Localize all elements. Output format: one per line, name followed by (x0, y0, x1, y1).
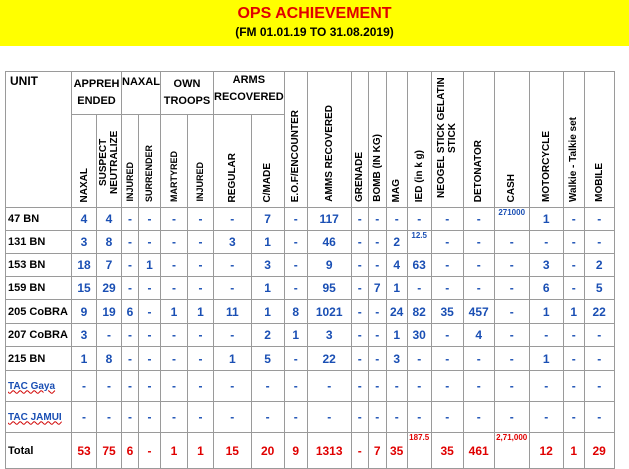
table-cell: 1 (386, 277, 407, 300)
table-cell: - (97, 324, 122, 347)
total-cell: 2,71,000 (494, 433, 529, 469)
table-cell: 15 (72, 277, 97, 300)
table-cell: - (122, 208, 139, 231)
total-cell: - (139, 433, 161, 469)
table-cell: - (351, 277, 368, 300)
table-cell: - (97, 402, 122, 433)
col-header-cmade: C/MADE (251, 114, 284, 208)
table-cell: - (161, 231, 188, 254)
table-cell: 35 (431, 300, 463, 324)
table-cell: 24 (386, 300, 407, 324)
table-cell: 4 (97, 208, 122, 231)
table-cell: - (72, 371, 97, 402)
table-cell: 1021 (307, 300, 351, 324)
table-cell: 271000 (494, 208, 529, 231)
table-row (6, 254, 615, 277)
table-cell: - (494, 347, 529, 371)
table-cell: - (463, 231, 494, 254)
table-cell: 6 (122, 300, 139, 324)
table-cell: - (139, 402, 161, 433)
table-cell: 3 (386, 347, 407, 371)
table-cell: - (386, 402, 407, 433)
page-subtitle: (FM 01.01.19 TO 31.08.2019) (235, 25, 394, 39)
table-cell: 5 (251, 347, 284, 371)
table-cell: 18 (72, 254, 97, 277)
table-cell: - (368, 208, 386, 231)
table-cell: 7 (251, 208, 284, 231)
group-header-naxal: NAXAL (122, 72, 161, 115)
total-cell: 461 (463, 433, 494, 469)
table-cell: 2 (584, 254, 614, 277)
table-cell: - (494, 277, 529, 300)
table-cell: - (188, 254, 214, 277)
unit-name: 215 BN (6, 347, 72, 371)
col-header-bomb: BOMB (IN KG) (368, 72, 386, 208)
table-cell: 1 (161, 300, 188, 324)
table-cell: - (351, 347, 368, 371)
total-cell: 1 (161, 433, 188, 469)
table-cell: 117 (307, 208, 351, 231)
table-cell: - (188, 277, 214, 300)
table-cell: - (161, 208, 188, 231)
table-cell: 3 (251, 254, 284, 277)
table-cell: 9 (307, 254, 351, 277)
page-title: OPS ACHIEVEMENT (237, 5, 392, 22)
table-cell: - (351, 231, 368, 254)
col-header-neogel-stick: NEOGEL STICK GELATIN STICK (431, 72, 463, 208)
table-row (6, 402, 615, 433)
table-cell: 1 (139, 254, 161, 277)
table-cell: - (494, 300, 529, 324)
table-cell: 4 (72, 208, 97, 231)
table-cell: - (188, 347, 214, 371)
unit-name: TAC Gaya (6, 371, 72, 402)
table-row (6, 300, 615, 324)
table-cell: - (284, 231, 307, 254)
unit-name: 47 BN (6, 208, 72, 231)
table-cell: - (122, 254, 139, 277)
table-cell: - (122, 324, 139, 347)
table-cell: - (161, 277, 188, 300)
table-cell: - (161, 347, 188, 371)
total-cell: 7 (368, 433, 386, 469)
table-cell: - (431, 231, 463, 254)
table-cell: - (563, 231, 584, 254)
table-cell: - (188, 371, 214, 402)
table-cell: - (214, 208, 252, 231)
group-header-apprehended: APPREH ENDED (72, 72, 122, 115)
table-cell: 2 (251, 324, 284, 347)
table-cell: - (214, 254, 252, 277)
table-cell: - (431, 324, 463, 347)
table-cell: - (368, 402, 386, 433)
table-cell: 1 (251, 277, 284, 300)
col-header-motorcycle: MOTORCYCLE (529, 72, 563, 208)
table-cell: - (407, 402, 431, 433)
total-row (6, 433, 615, 469)
table-cell: - (284, 277, 307, 300)
group-header-own-troops: OWN TROOPS (161, 72, 214, 115)
table-cell: - (368, 300, 386, 324)
table-cell: - (139, 277, 161, 300)
table-cell: - (463, 208, 494, 231)
table-cell: - (351, 402, 368, 433)
table-cell: 3 (72, 324, 97, 347)
table-cell: 457 (463, 300, 494, 324)
col-header-martyred: MARTYRED (161, 114, 188, 208)
table-cell: 1 (529, 300, 563, 324)
table-cell: 46 (307, 231, 351, 254)
table-cell: - (72, 402, 97, 433)
table-cell: 9 (72, 300, 97, 324)
total-cell: 53 (72, 433, 97, 469)
table-cell: - (494, 324, 529, 347)
table-cell: 8 (97, 231, 122, 254)
table-cell: 1 (529, 208, 563, 231)
table-cell: 3 (307, 324, 351, 347)
table-cell: - (161, 324, 188, 347)
table-row (6, 324, 615, 347)
table-cell: 3 (72, 231, 97, 254)
table-cell: - (214, 402, 252, 433)
table-cell: - (407, 371, 431, 402)
col-header-surrender: SURRENDER (139, 114, 161, 208)
table-cell: - (214, 277, 252, 300)
table-cell: - (188, 402, 214, 433)
table-cell: - (122, 371, 139, 402)
table-cell: - (139, 208, 161, 231)
table-cell: - (563, 254, 584, 277)
table-cell: - (284, 254, 307, 277)
table-cell: - (188, 208, 214, 231)
total-cell: 75 (97, 433, 122, 469)
table-cell: 4 (463, 324, 494, 347)
table-cell: - (584, 347, 614, 371)
table-cell: 30 (407, 324, 431, 347)
table-cell: 1 (251, 300, 284, 324)
col-header-ied: IED (in k g) (407, 72, 431, 208)
table-cell: 1 (284, 324, 307, 347)
table-cell: 1 (386, 324, 407, 347)
table-cell: - (122, 277, 139, 300)
table-cell: - (563, 347, 584, 371)
table-cell: - (584, 208, 614, 231)
col-header-grenade: GRENADE (351, 72, 368, 208)
unit-name: 207 CoBRA (6, 324, 72, 347)
unit-name: 153 BN (6, 254, 72, 277)
table-cell: - (284, 371, 307, 402)
table-cell: - (351, 324, 368, 347)
table-cell: 1 (214, 347, 252, 371)
table-cell: - (463, 277, 494, 300)
table-cell: - (584, 231, 614, 254)
table-cell: - (494, 231, 529, 254)
table-cell: - (351, 208, 368, 231)
table-cell: 63 (407, 254, 431, 277)
table-cell: 8 (97, 347, 122, 371)
table-cell: - (584, 402, 614, 433)
table-cell: - (563, 324, 584, 347)
table-cell: 1 (563, 300, 584, 324)
total-cell: 9 (284, 433, 307, 469)
table-cell: - (284, 208, 307, 231)
table-cell: 3 (214, 231, 252, 254)
table-cell: - (563, 277, 584, 300)
table-cell: 19 (97, 300, 122, 324)
table-cell: - (463, 371, 494, 402)
total-cell: 6 (122, 433, 139, 469)
unit-name: 159 BN (6, 277, 72, 300)
total-cell: - (351, 433, 368, 469)
col-header-mag: MAG (386, 72, 407, 208)
col-header-troops-injured: INJURED (188, 114, 214, 208)
table-cell: 12.5 (407, 231, 431, 254)
table-cell: - (407, 347, 431, 371)
col-header-mobile: MOBILE (584, 72, 614, 208)
table-cell: - (139, 300, 161, 324)
total-cell: 20 (251, 433, 284, 469)
total-cell: 15 (214, 433, 252, 469)
table-cell: - (251, 402, 284, 433)
total-cell: 12 (529, 433, 563, 469)
table-cell: - (431, 371, 463, 402)
unit-name: 131 BN (6, 231, 72, 254)
table-cell: 95 (307, 277, 351, 300)
table-cell: - (161, 254, 188, 277)
table-cell: 2 (386, 231, 407, 254)
table-cell: - (431, 208, 463, 231)
table-cell: - (431, 254, 463, 277)
unit-name: 205 CoBRA (6, 300, 72, 324)
table-row (6, 371, 615, 402)
table-cell: - (188, 231, 214, 254)
table-cell: - (161, 402, 188, 433)
col-header-suspect-neutralize: SUSPECT NEUTRALIZE (97, 114, 122, 208)
table-cell: 1 (72, 347, 97, 371)
table-cell: - (563, 402, 584, 433)
table-cell: 22 (307, 347, 351, 371)
table-cell: - (407, 208, 431, 231)
table-cell: - (214, 371, 252, 402)
table-cell: - (386, 208, 407, 231)
col-header-naxal-injured: INJURED (122, 114, 139, 208)
total-cell: 35 (386, 433, 407, 469)
total-cell: 187.5 (407, 433, 431, 469)
table-cell: - (368, 254, 386, 277)
unit-header: UNIT (6, 72, 72, 208)
table-cell: 11 (214, 300, 252, 324)
group-header-arms-recovered: ARMS RECOVERED (214, 72, 285, 115)
table-cell: - (351, 254, 368, 277)
table-cell: - (463, 347, 494, 371)
table-cell: - (529, 371, 563, 402)
table-cell: - (463, 254, 494, 277)
table-cell: - (351, 300, 368, 324)
table-cell: - (122, 347, 139, 371)
table-cell: 3 (529, 254, 563, 277)
table-cell: - (122, 231, 139, 254)
table-cell: - (563, 208, 584, 231)
table-cell: - (122, 402, 139, 433)
table-cell: 1 (251, 231, 284, 254)
col-header-cash: CASH (494, 72, 529, 208)
table-cell: 7 (97, 254, 122, 277)
unit-name: TAC JAMUI (6, 402, 72, 433)
table-cell: 22 (584, 300, 614, 324)
table-cell: - (431, 347, 463, 371)
table-cell: 82 (407, 300, 431, 324)
table-cell: - (307, 402, 351, 433)
table-cell: - (529, 231, 563, 254)
table-cell: 4 (386, 254, 407, 277)
table-cell: - (386, 371, 407, 402)
table-cell: 6 (529, 277, 563, 300)
total-cell: 1313 (307, 433, 351, 469)
table-cell: - (307, 371, 351, 402)
total-cell: 1 (188, 433, 214, 469)
table-cell: - (407, 277, 431, 300)
ops-achievement-table (5, 71, 615, 469)
col-header-detonator: DETONATOR (463, 72, 494, 208)
table-cell: - (529, 402, 563, 433)
table-cell: - (584, 324, 614, 347)
table-row (6, 277, 615, 300)
table-cell: 29 (97, 277, 122, 300)
table-cell: - (139, 231, 161, 254)
total-cell: 1 (563, 433, 584, 469)
table-cell: - (97, 371, 122, 402)
table-row (6, 208, 615, 231)
table-cell: 1 (529, 347, 563, 371)
table-cell: - (139, 324, 161, 347)
col-header-regular: REGULAR (214, 114, 252, 208)
table-cell: - (494, 402, 529, 433)
table-cell: - (139, 347, 161, 371)
total-cell: 35 (431, 433, 463, 469)
table-cell: 5 (584, 277, 614, 300)
table-cell: - (214, 324, 252, 347)
total-label: Total (6, 433, 72, 469)
table-cell: - (251, 371, 284, 402)
table-cell: - (351, 371, 368, 402)
table-cell: - (529, 324, 563, 347)
table-cell: - (188, 324, 214, 347)
col-header-naxal: NAXAL (72, 114, 97, 208)
table-cell: - (431, 402, 463, 433)
table-cell: - (463, 402, 494, 433)
table-cell: - (368, 347, 386, 371)
table-cell: - (368, 231, 386, 254)
table-cell: 7 (368, 277, 386, 300)
total-cell: 29 (584, 433, 614, 469)
col-header-eof-encounter: E.O.F/ENCOUNTER (284, 72, 307, 208)
col-header-walkie-talkie: Walkie - Talkie set (563, 72, 584, 208)
table-cell: - (284, 347, 307, 371)
table-cell: - (284, 402, 307, 433)
table-row (6, 231, 615, 254)
col-header-amms-recovered: AMMS RECOVERED (307, 72, 351, 208)
table-cell: 8 (284, 300, 307, 324)
table-cell: - (563, 371, 584, 402)
table-cell: - (161, 371, 188, 402)
table-cell: - (368, 324, 386, 347)
table-cell: - (584, 371, 614, 402)
header-banner (0, 0, 629, 46)
table-cell: - (494, 254, 529, 277)
table-cell: 1 (188, 300, 214, 324)
table-cell: - (368, 371, 386, 402)
table-cell: - (139, 371, 161, 402)
table-row (6, 347, 615, 371)
table-cell: - (431, 277, 463, 300)
table-cell: - (494, 371, 529, 402)
